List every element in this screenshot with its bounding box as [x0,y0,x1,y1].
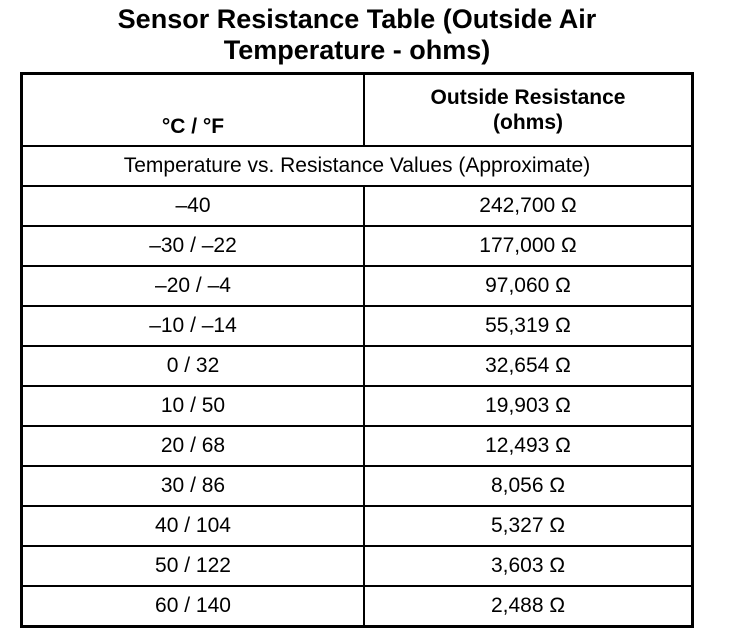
table-row [22,546,693,586]
table-row [22,306,693,346]
resistance-cell: 19,903 Ω [364,386,693,426]
temperature-cell: –20 / –4 [22,266,365,306]
resistance-cell: 5,327 Ω [364,506,693,546]
table-title [20,4,694,66]
resistance-cell: 8,056 Ω [364,466,693,506]
resistance-cell: 3,603 Ω [364,546,693,586]
temperature-cell: 30 / 86 [22,466,365,506]
table-title-line1: Sensor Resistance Table (Outside Air [117,4,597,34]
table-row [22,226,693,266]
header-resistance-line2: (ohms) [493,111,563,134]
temperature-cell: –10 / –14 [22,306,365,346]
table-subheader: Temperature vs. Resistance Values (Approximate) [22,146,693,186]
table-header-row [22,74,693,147]
temperature-cell: 20 / 68 [22,426,365,466]
temperature-cell: 0 / 32 [22,346,365,386]
table-row [22,586,693,627]
header-resistance [364,74,693,147]
resistance-cell: 242,700 Ω [364,186,693,226]
temperature-cell: –40 [22,186,365,226]
table-row [22,386,693,426]
table-subheader-row [22,146,693,186]
table-row [22,186,693,226]
table-row [22,466,693,506]
resistance-cell: 177,000 Ω [364,226,693,266]
table-title-line2: Temperature - ohms) [223,35,491,65]
header-resistance-line1: Outside Resistance [430,86,626,109]
resistance-cell: 32,654 Ω [364,346,693,386]
resistance-cell: 55,319 Ω [364,306,693,346]
header-temperature: °C / °F [22,74,365,147]
table-row [22,346,693,386]
temperature-cell: 60 / 140 [22,586,365,627]
sensor-resistance-table [20,72,694,628]
resistance-cell: 2,488 Ω [364,586,693,627]
temperature-cell: 10 / 50 [22,386,365,426]
table-row [22,266,693,306]
temperature-cell: –30 / –22 [22,226,365,266]
table-row [22,426,693,466]
table-row [22,506,693,546]
temperature-cell: 50 / 122 [22,546,365,586]
resistance-cell: 97,060 Ω [364,266,693,306]
temperature-cell: 40 / 104 [22,506,365,546]
resistance-cell: 12,493 Ω [364,426,693,466]
